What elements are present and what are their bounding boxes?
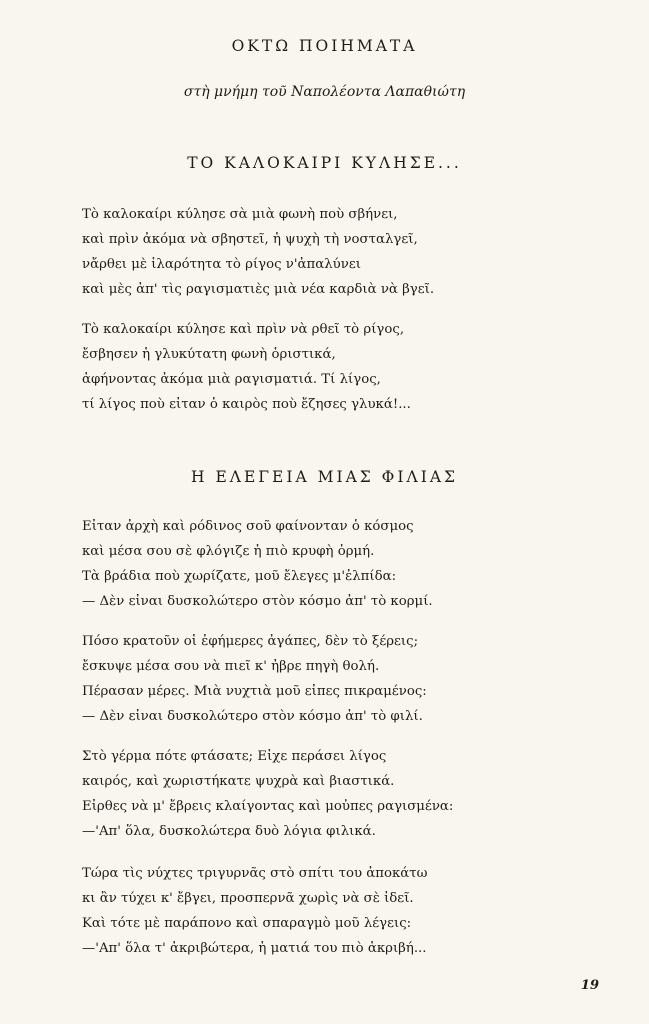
verse-line: ἀφήνοντας ἀκόμα μιὰ ραγισματιά. Τί λίγος,: [82, 372, 381, 387]
verse-line: καιρός, καὶ χωριστήκατε ψυχρὰ καὶ βιαστικά.: [82, 774, 395, 789]
verse-line: Τὰ βράδια ποὺ χωρίζατε, μοῦ ἔλεγες μ'ἐλπίδα:: [82, 569, 397, 584]
verse-line: νἄρθει μὲ ἱλαρότητα τὸ ρίγος ν'ἀπαλύνει: [82, 257, 361, 272]
verse-line: Τώρα τὶς νύχτες τριγυρνᾶς στὸ σπίτι του ἀποκάτω: [82, 866, 428, 881]
verse-line: Πόσο κρατοῦν οἱ ἐφήμερες ἀγάπες, δὲν τὸ ξέρεις;: [82, 634, 419, 649]
verse-line: καὶ μὲς ἀπ' τὶς ραγισματιὲς μιὰ νέα καρδιὰ νὰ βγεῖ.: [82, 282, 435, 297]
verse-line: Στὸ γέρμα πότε φτάσατε; Εἶχε περάσει λίγος: [82, 749, 387, 764]
poem-title: Η ΕΛΕΓΕΙΑ ΜΙΑΣ ΦΙΛΙΑΣ: [191, 468, 458, 486]
verse-line: Πέρασαν μέρες. Μιὰ νυχτιὰ μοῦ εἶπες πικραμένος:: [82, 684, 427, 699]
verse-line: —'Απ' ὅλα τ' ἀκριβώτερα, ἡ ματιά του πιὸ ἀκριβή...: [82, 941, 427, 956]
collection-title: ΟΚΤΩ ΠΟΙΗΜΑΤΑ: [231, 37, 418, 55]
verse-line: Εἶρθες νὰ μ' ἔβρεις κλαίγοντας καὶ μοὖπες ραγισμένα:: [82, 799, 454, 814]
dedication: στὴ μνήμη τοῦ Ναπολέοντα Λαπαθιώτη: [183, 84, 466, 100]
verse-line: ἔσκυψε μέσα σου νὰ πιεῖ κ' ἦβρε πηγὴ θολή.: [82, 659, 380, 674]
poem-title: ΤΟ ΚΑΛΟΚΑΙΡΙ ΚΥΛΗΣΕ...: [187, 154, 462, 172]
verse-line: —'Απ' ὅλα, δυσκολώτερα δυὸ λόγια φιλικά.: [82, 824, 376, 839]
verse-line: — Δὲν εἶναι δυσκολώτερο στὸν κόσμο ἀπ' τὸ φιλί.: [82, 709, 423, 724]
verse-line: Τὸ καλοκαίρι κύλησε σὰ μιὰ φωνὴ ποὺ σβήνει,: [82, 207, 398, 222]
verse-line: ἔσβησεν ἡ γλυκύτατη φωνὴ ὁριστικά,: [82, 347, 336, 362]
verse-line: τί λίγος ποὺ εἶταν ὁ καιρὸς ποὺ ἔζησες γλυκά!...: [82, 397, 411, 412]
verse-line: — Δὲν εἶναι δυσκολώτερο στὸν κόσμο ἀπ' τὸ κορμί.: [82, 594, 433, 609]
verse-line: κι ἂν τύχει κ' ἔβγει, προσπερνᾶ χωρὶς νὰ σὲ ἰδεῖ.: [82, 891, 414, 906]
verse-line: Τὸ καλοκαίρι κύλησε καὶ πρὶν νὰ ρθεῖ τὸ ρίγος,: [82, 322, 405, 337]
verse-line: Καὶ τότε μὲ παράπονο καὶ σπαραγμὸ μοῦ λέγεις:: [82, 916, 412, 931]
verse-line: καὶ πρὶν ἀκόμα νὰ σβηστεῖ, ἡ ψυχὴ τὴ νοσταλγεῖ,: [82, 232, 418, 247]
page-number: 19: [580, 978, 599, 993]
verse-line: καὶ μέσα σου σὲ φλόγιζε ἡ πιὸ κρυφὴ ὁρμή.: [82, 544, 375, 559]
verse-line: Εἶταν ἀρχὴ καὶ ρόδινος σοῦ φαίνονταν ὁ κόσμος: [82, 519, 414, 534]
